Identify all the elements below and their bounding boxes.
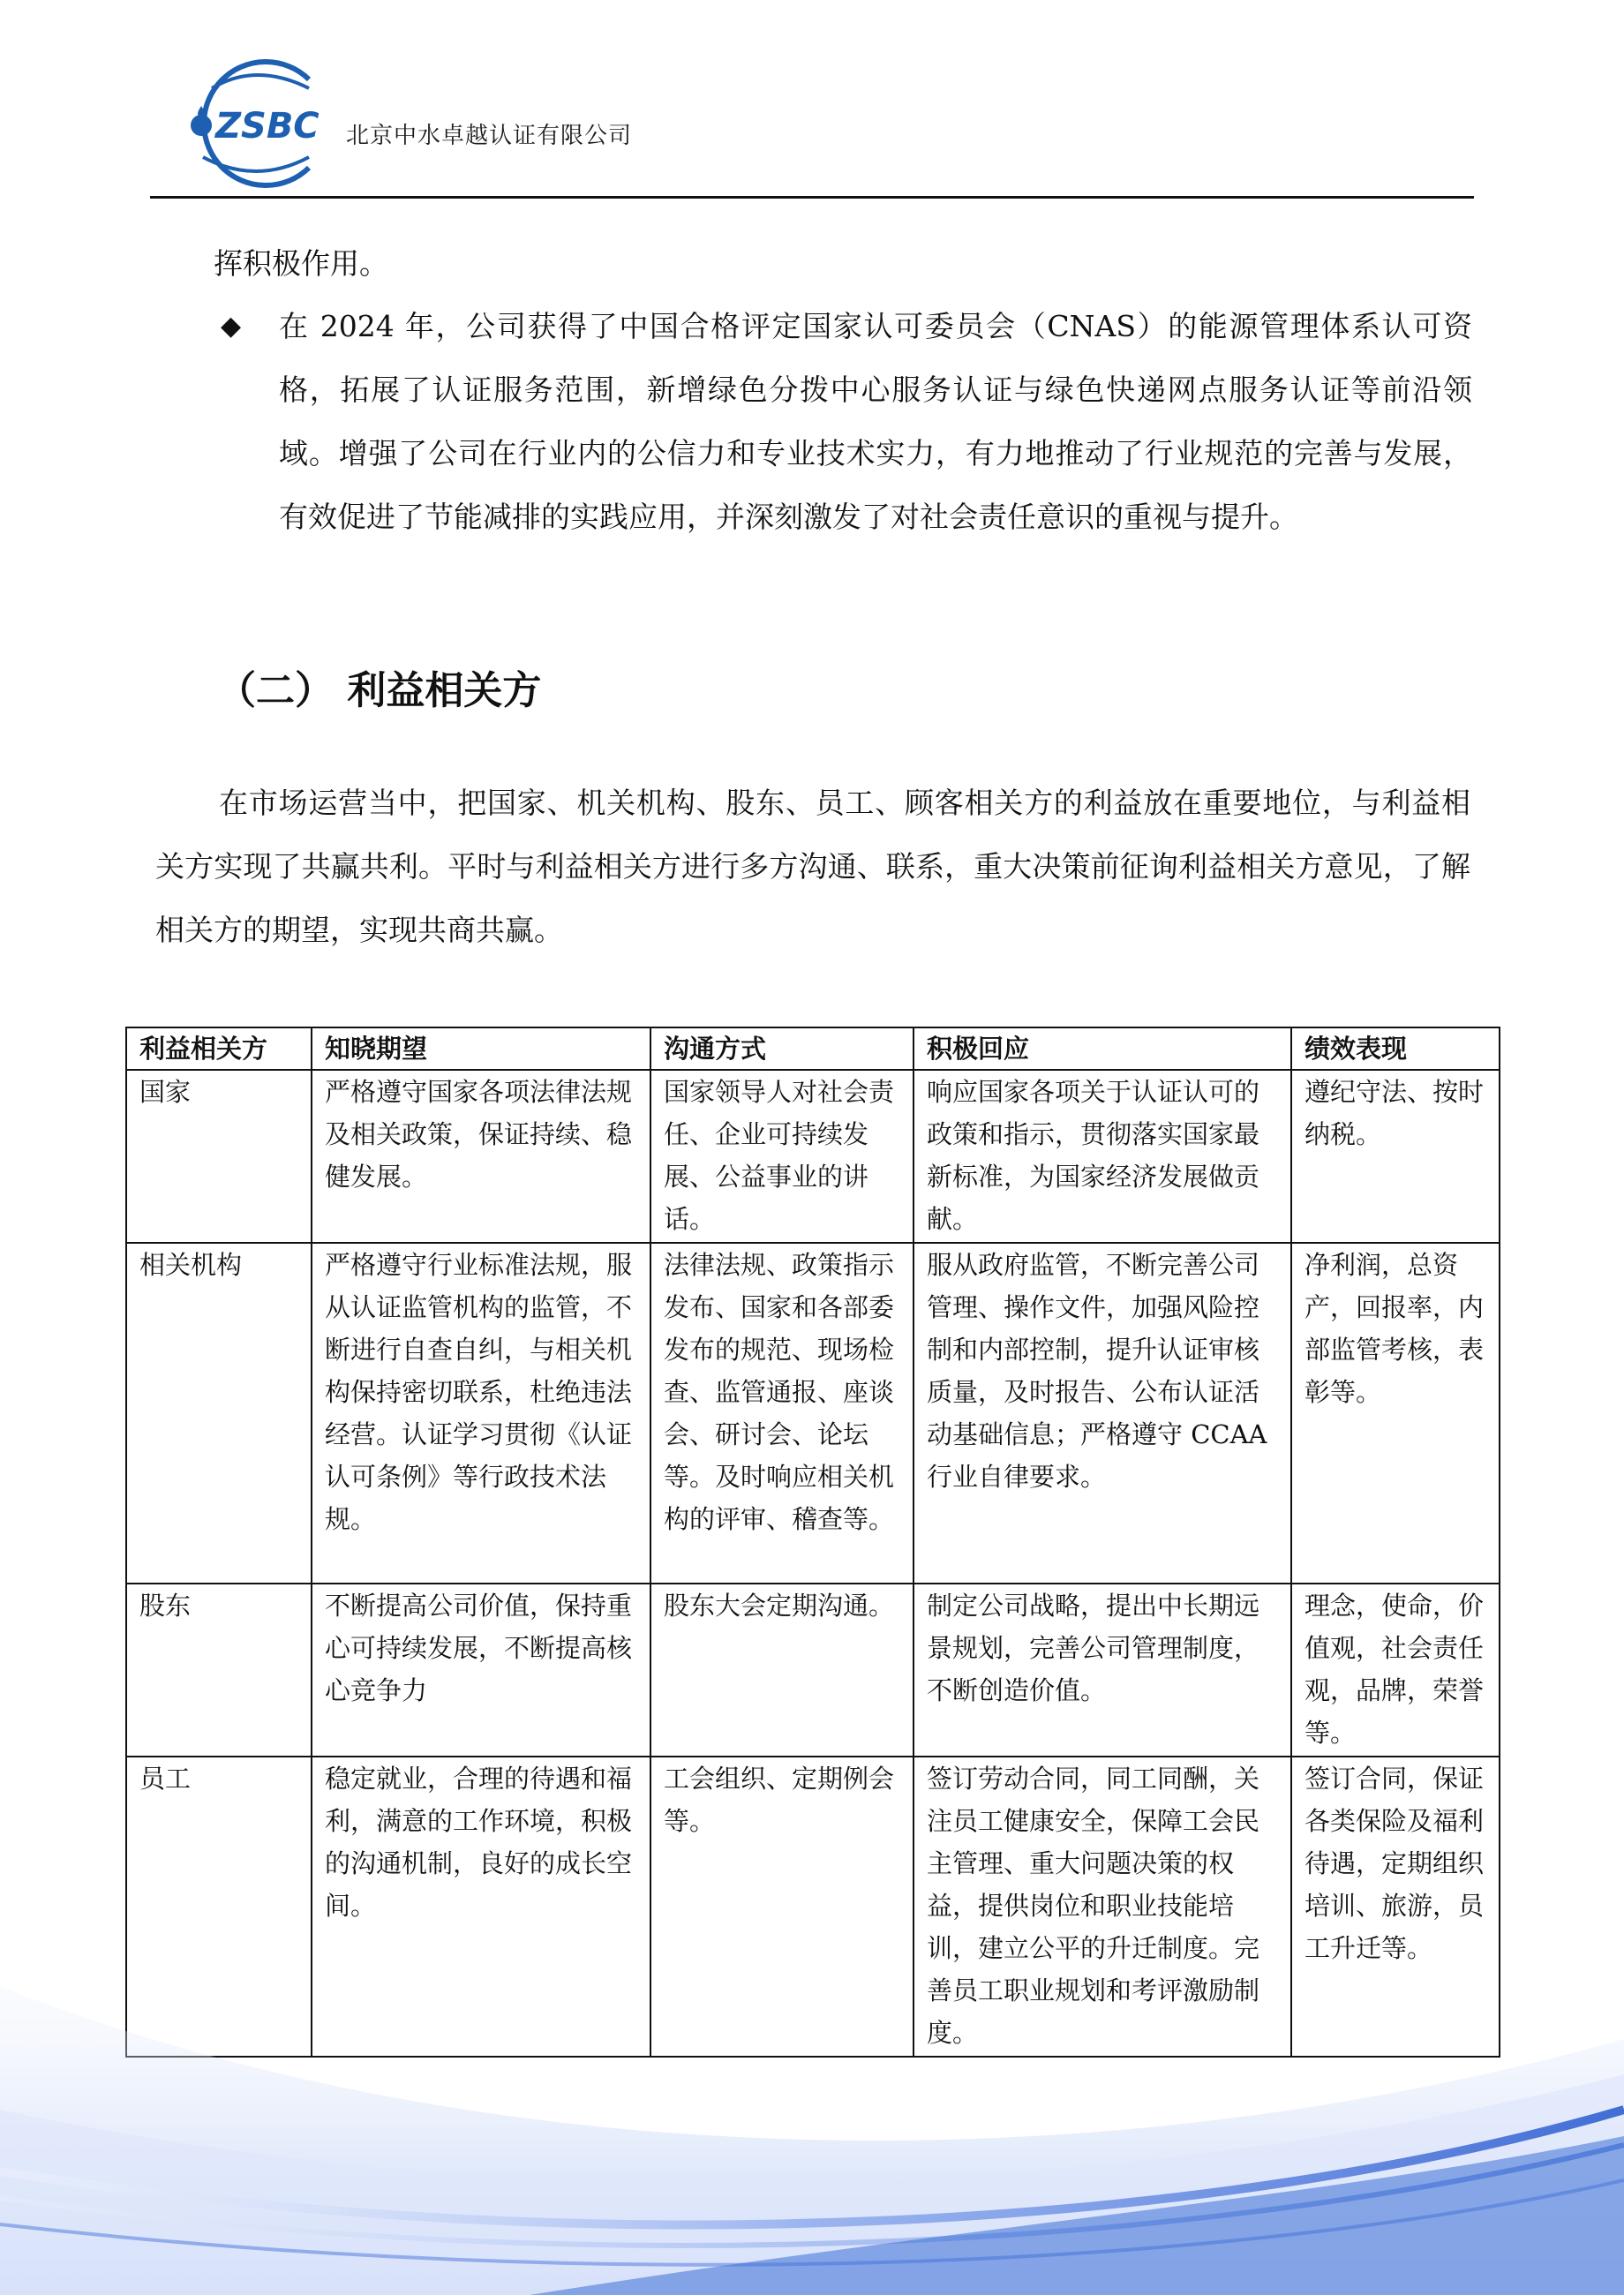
company-name: 北京中水卓越认证有限公司 bbox=[346, 123, 633, 149]
decorative-wave-background bbox=[0, 1933, 1624, 2295]
cell-expectation: 严格遵守行业标准法规，服从认证监管机构的监管，不断进行自查自纠，与相关机构保持密切联系，杜绝违法经营。认证学习贯彻《认证认可条例》等行政技术法规。 bbox=[312, 1243, 650, 1584]
zsbc-logo bbox=[177, 53, 335, 194]
intro-paragraph: 在市场运营当中，把国家、机关机构、股东、员工、顾客相关方的利益放在重要地位，与利益相关方实现了共赢共利。平时与利益相关方进行多方沟通、联系，重大决策前征询利益相关方意见，了解相关方的期望，实现共商共赢。 bbox=[155, 786, 1470, 947]
header-expectation: 知晓期望 bbox=[312, 1027, 650, 1070]
cell-expectation: 稳定就业，合理的待遇和福利，满意的工作环境，积极的沟通机制，良好的成长空间。 bbox=[312, 1757, 650, 2057]
cell-stakeholder: 相关机构 bbox=[126, 1243, 312, 1584]
header-divider bbox=[150, 196, 1474, 199]
cell-performance: 理念，使命，价值观，社会责任观，品牌，荣誉等。 bbox=[1291, 1584, 1500, 1757]
cell-performance: 净利润，总资产，回报率，内部监管考核，表彰等。 bbox=[1291, 1243, 1500, 1584]
cell-communication: 工会组织、定期例会等。 bbox=[650, 1757, 914, 2057]
cell-communication: 法律法规、政策指示发布、国家和各部委发布的规范、现场检查、监管通报、座谈会、研讨会、论坛等。及时响应相关机构的评审、稽查等。 bbox=[650, 1243, 914, 1584]
table-row bbox=[126, 1070, 1500, 1243]
cell-response: 制定公司战略，提出中长期远景规划，完善公司管理制度，不断创造价值。 bbox=[914, 1584, 1291, 1757]
cell-communication: 股东大会定期沟通。 bbox=[650, 1584, 914, 1757]
header-communication: 沟通方式 bbox=[650, 1027, 914, 1070]
header-stakeholder: 利益相关方 bbox=[126, 1027, 312, 1070]
stakeholder-table bbox=[125, 1027, 1500, 2058]
cell-expectation: 严格遵守国家各项法律法规及相关政策，保证持续、稳健发展。 bbox=[312, 1070, 650, 1243]
section-heading: （二） 利益相关方 bbox=[217, 668, 542, 713]
cell-stakeholder: 股东 bbox=[126, 1584, 312, 1757]
bullet-text: 在 2024 年，公司获得了中国合格评定国家认可委员会（CNAS）的能源管理体系认可资格，拓展了认证服务范围，新增绿色分拨中心服务认证与绿色快递网点服务认证等前沿领域。增强了公司在行业内的公信力和专业技术实力，有力地推动了行业规范的完善与发展，有效促进了节能减排的实践应用，并深刻激发了对社会责任意识的重视与提升。 bbox=[279, 309, 1472, 534]
continued-paragraph: 挥积极作用。 bbox=[214, 246, 388, 281]
cell-response: 响应国家各项关于认证认可的政策和指示，贯彻落实国家最新标准，为国家经济发展做贡献。 bbox=[914, 1070, 1291, 1243]
cell-response: 服从政府监管，不断完善公司管理、操作文件，加强风险控制和内部控制，提升认证审核质量，及时报告、公布认证活动基础信息；严格遵守 CCAA 行业自律要求。 bbox=[914, 1243, 1291, 1584]
table-header-row bbox=[126, 1027, 1500, 1070]
cell-performance: 遵纪守法、按时纳税。 bbox=[1291, 1070, 1500, 1243]
table-row bbox=[126, 1584, 1500, 1757]
logo-text: ZSBC bbox=[215, 106, 320, 147]
cell-expectation: 不断提高公司价值，保持重心可持续发展，不断提高核心竞争力 bbox=[312, 1584, 650, 1757]
header-response: 积极回应 bbox=[914, 1027, 1291, 1070]
table-row bbox=[126, 1243, 1500, 1584]
page-header bbox=[150, 49, 1474, 199]
cell-communication: 国家领导人对社会责任、企业可持续发展、公益事业的讲话。 bbox=[650, 1070, 914, 1243]
cell-stakeholder: 国家 bbox=[126, 1070, 312, 1243]
header-performance: 绩效表现 bbox=[1291, 1027, 1500, 1070]
diamond-bullet-icon: ◆ bbox=[221, 311, 242, 342]
cell-response: 签订劳动合同，同工同酬，关注员工健康安全，保障工会民主管理、重大问题决策的权益，提供岗位和职业技能培训，建立公平的升迁制度。完善员工职业规划和考评激励制度。 bbox=[914, 1757, 1291, 2057]
cell-performance: 签订合同，保证各类保险及福利待遇，定期组织培训、旅游，员工升迁等。 bbox=[1291, 1757, 1500, 2057]
cell-stakeholder: 员工 bbox=[126, 1757, 312, 2057]
